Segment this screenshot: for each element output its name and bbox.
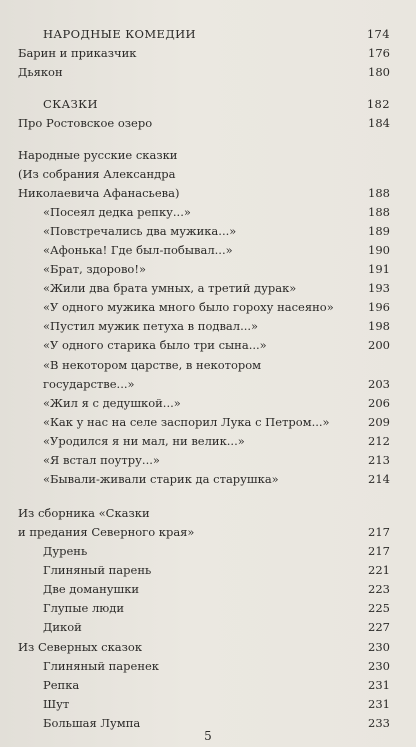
toc-page-number: 230 <box>368 640 390 654</box>
toc-entry-title: «Брат, здорово!» <box>43 262 146 276</box>
toc-entry <box>18 62 390 82</box>
toc-entry <box>43 579 390 599</box>
toc-page-number: 191 <box>368 262 390 276</box>
toc-entry <box>43 541 390 561</box>
toc-entry <box>43 355 390 375</box>
toc-section-title: и предания Северного края» <box>18 525 195 539</box>
toc-entry-title: «Бывали-живали старик да старушка» <box>43 472 279 486</box>
toc-page-number: 221 <box>368 563 390 577</box>
toc-entry-title: государстве...» <box>43 377 135 391</box>
toc-page-number: 200 <box>368 338 390 352</box>
toc-entry <box>43 240 390 260</box>
toc-entry <box>43 675 390 695</box>
toc-section-title: НАРОДНЫЕ КОМЕДИИ <box>43 27 196 41</box>
toc-entry-title: «Уродился я ни мал, ни велик...» <box>43 434 245 448</box>
toc-entry-title: Дурень <box>43 544 88 558</box>
toc-entry-title: «Повстречались два мужика...» <box>43 224 237 238</box>
toc-page-number: 188 <box>368 186 390 200</box>
toc-entry-title: Репка <box>43 678 80 692</box>
toc-section-heading-line: (Из собрания Александра <box>18 167 176 181</box>
toc-entry <box>43 598 390 618</box>
toc-entry <box>43 316 390 336</box>
toc-page-number: 193 <box>368 281 390 295</box>
toc-section-header <box>43 24 390 44</box>
toc-page-number: 184 <box>368 116 390 130</box>
toc-page-number: 225 <box>368 601 390 615</box>
toc-page-number: 209 <box>368 415 390 429</box>
toc-entry-title: Про Ростовское озеро <box>18 116 153 130</box>
toc-page-number: 231 <box>368 678 390 692</box>
toc-page-number: 174 <box>366 27 390 41</box>
toc-entry <box>43 202 390 222</box>
toc-page-number: 196 <box>368 300 390 314</box>
toc-section-heading-line <box>18 522 390 542</box>
toc-entry <box>43 617 390 637</box>
toc-entry <box>43 450 390 470</box>
toc-entry <box>43 297 390 317</box>
toc-entry-title: «В некотором царстве, в некотором <box>43 358 262 372</box>
toc-page-number: 180 <box>368 65 390 79</box>
toc-entry-title: Дьякон <box>18 65 63 79</box>
toc-entry <box>43 431 390 451</box>
toc-entry-title: Барин и приказчик <box>18 46 137 60</box>
toc-section-title: Из Северных сказок <box>18 640 143 654</box>
toc-entry <box>43 560 390 580</box>
toc-page-number: 198 <box>368 319 390 333</box>
toc-page-number: 213 <box>368 453 390 467</box>
toc-entry <box>43 374 390 394</box>
toc-page-number: 233 <box>368 716 390 730</box>
toc-entry-title: «Посеял дедка репку...» <box>43 205 191 219</box>
toc-entry <box>43 393 390 413</box>
toc-entry <box>43 335 390 355</box>
toc-entry-title: «Афонька! Где был-побывал...» <box>43 243 233 257</box>
toc-page-number: 231 <box>368 697 390 711</box>
toc-entry <box>43 259 390 279</box>
page-number: 5 <box>204 729 212 743</box>
toc-page-number: 190 <box>368 243 390 257</box>
toc-page-number: 203 <box>368 377 390 391</box>
toc-page-number: 223 <box>368 582 390 596</box>
toc-entry <box>43 278 390 298</box>
toc-entry <box>18 113 390 133</box>
toc-entry-title: «Жили два брата умных, а третий дурак» <box>43 281 297 295</box>
toc-page-number: 188 <box>368 205 390 219</box>
toc-section-title: Николаевича Афанасьева) <box>18 186 180 200</box>
toc-entry-title: «У одного мужика много было гороху насеяно» <box>43 300 334 314</box>
toc-entry-title: «У одного старика было три сына...» <box>43 338 267 352</box>
toc-entry <box>18 43 390 63</box>
toc-entry-title: Дикой <box>43 620 82 634</box>
toc-entry-title: Глиняный парень <box>43 563 152 577</box>
toc-entry-title: «Я встал поутру...» <box>43 453 160 467</box>
toc-section-header <box>18 637 390 657</box>
toc-entry-title: «Жил я с дедушкой...» <box>43 396 181 410</box>
toc-section-heading-line: Народные русские сказки <box>18 148 178 162</box>
toc-entry <box>43 656 390 676</box>
toc-page-number: 227 <box>368 620 390 634</box>
toc-entry <box>43 469 390 489</box>
toc-page-number: 217 <box>368 544 390 558</box>
toc-page-number: 206 <box>368 396 390 410</box>
toc-entry-title: «Пустил мужик петуха в подвал...» <box>43 319 259 333</box>
toc-entry-title: Две доманушки <box>43 582 140 596</box>
toc-page-number: 182 <box>366 97 390 111</box>
toc-entry <box>43 221 390 241</box>
toc-entry-title: Глупые люди <box>43 601 125 615</box>
toc-entry-title: Шут <box>43 697 70 711</box>
toc-section-heading-line <box>18 183 390 203</box>
toc-section-heading-line: Из сборника «Сказки <box>18 506 150 520</box>
toc-page-number: 212 <box>368 434 390 448</box>
toc-page-number: 176 <box>368 46 390 60</box>
toc-entry <box>43 694 390 714</box>
toc-entry-title: «Как у нас на селе заспорил Лука с Петром...» <box>43 415 330 429</box>
toc-page-number: 217 <box>368 525 390 539</box>
toc-entry <box>43 412 390 432</box>
toc-section-header <box>43 94 390 114</box>
toc-entry-title: Большая Лумпа <box>43 716 141 730</box>
toc-page-number: 214 <box>368 472 390 486</box>
toc-page-number: 230 <box>368 659 390 673</box>
toc-section-title: СКАЗКИ <box>43 97 98 111</box>
toc-entry-title: Глиняный паренек <box>43 659 159 673</box>
toc-page-number: 189 <box>368 224 390 238</box>
